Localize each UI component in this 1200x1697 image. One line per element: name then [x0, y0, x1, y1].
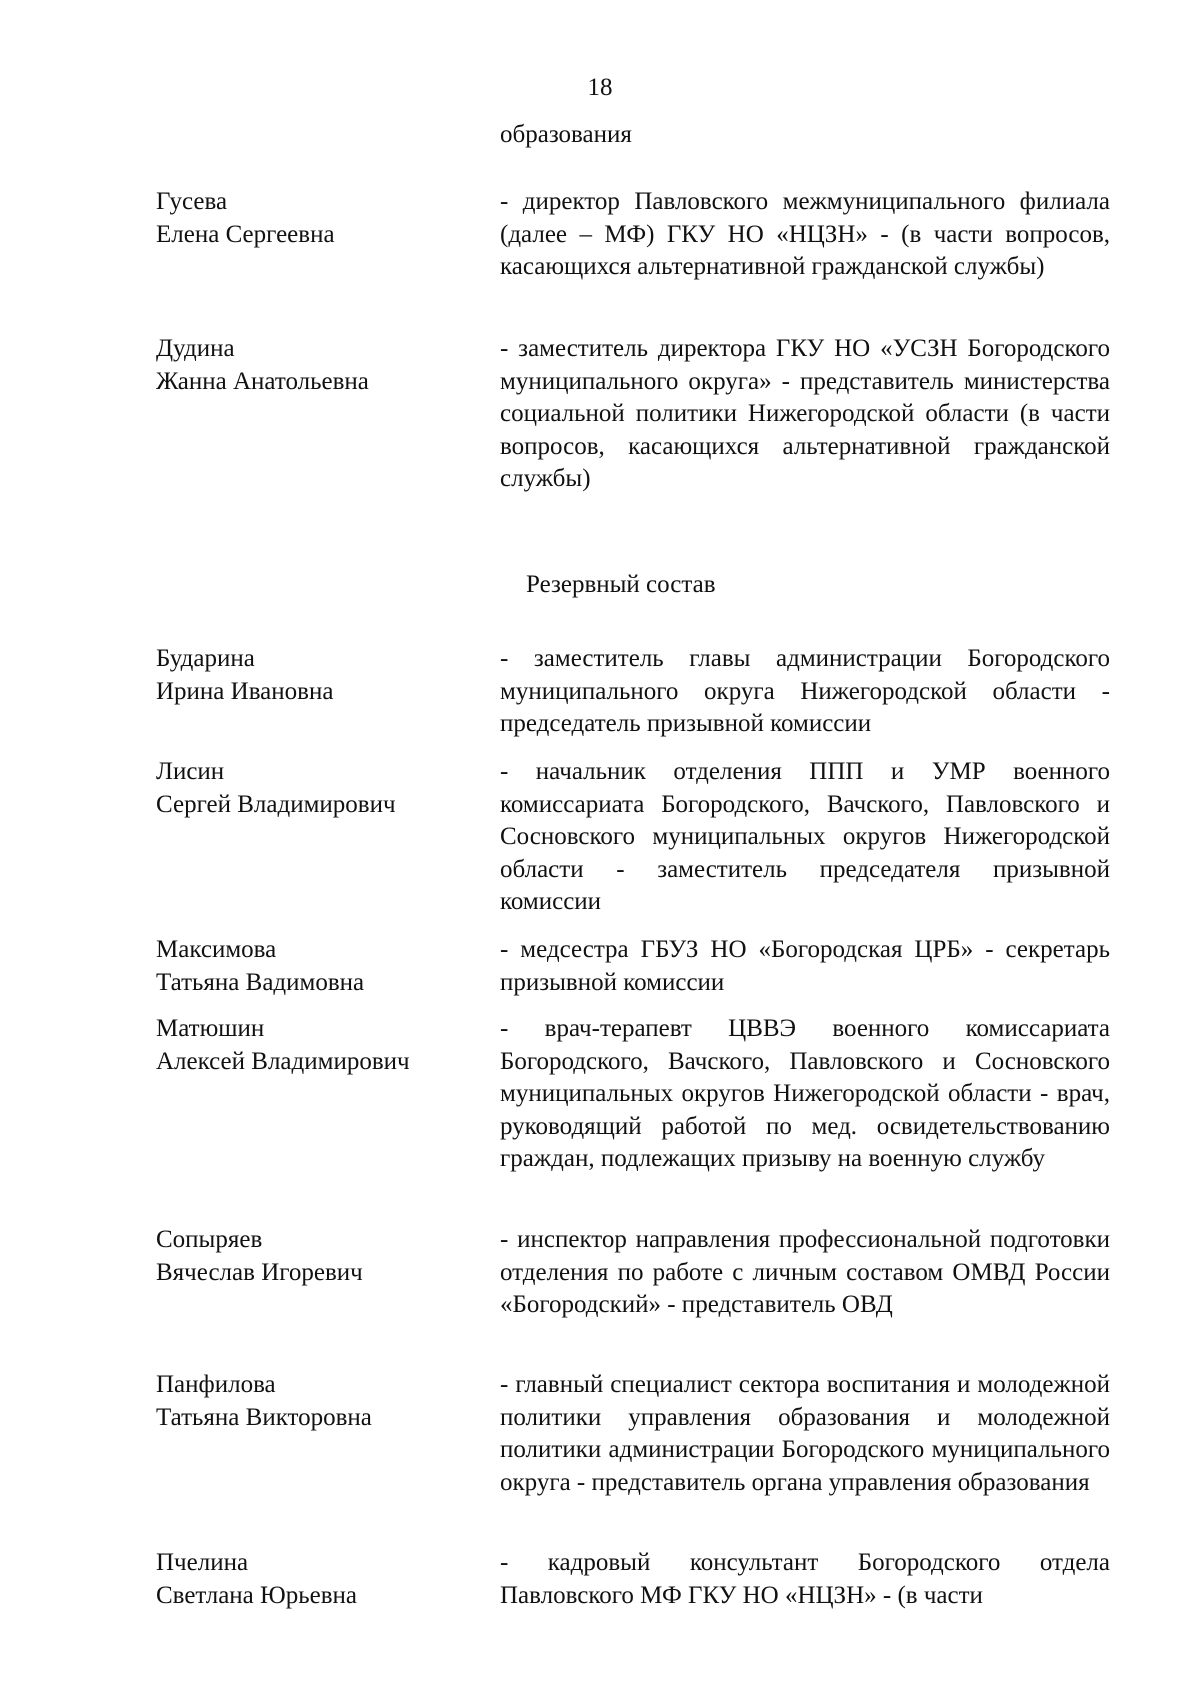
member-name — [156, 1369, 486, 1434]
page-number: 18 — [587, 74, 613, 101]
member-last-name: Максимова — [156, 936, 277, 963]
member-name — [156, 1547, 486, 1612]
member-name — [156, 934, 486, 999]
reserve-section-title: Резервный состав — [526, 571, 716, 598]
member-last-name: Гусева — [156, 188, 228, 215]
member-first-names: Елена Сергеевна — [156, 220, 335, 248]
member-name — [156, 643, 486, 708]
member-role: - главный специалист сектора воспитания и молодежной политики управления образования и молодежной политики администрации Богородского муниципального округа - представитель органа управления образования — [500, 1371, 1110, 1496]
continuation-text: образования — [500, 121, 632, 148]
member-role: - кадровый консультант Богородского отдела Павловского МФ ГКУ НО «НЦЗН» - (в части — [500, 1549, 1110, 1609]
member-role: - заместитель директора ГКУ НО «УСЗН Богородского муниципального округа» - представитель министерства социальной политики Нижегородской области (в части вопросов, касающихся альтернативной гражданской службы) — [500, 335, 1110, 492]
member-name — [156, 333, 486, 398]
member-name — [156, 186, 486, 251]
member-last-name: Матюшин — [156, 1015, 265, 1042]
member-role: - заместитель главы администрации Богородского муниципального округа Нижегородской области - председатель призывной комиссии — [500, 645, 1110, 737]
member-name — [156, 756, 486, 821]
member-name — [156, 1224, 486, 1289]
member-first-names: Алексей Владимирович — [156, 1047, 410, 1075]
member-first-names: Жанна Анатольевна — [156, 367, 369, 395]
member-role: - врач-терапевт ЦВВЭ военного комиссариата Богородского, Вачского, Павловского и Сосновского муниципальных округов Нижегородской области - врач, руководящий работой по мед. освидетельствованию граждан, подлежащих призыву на военную службу — [500, 1015, 1110, 1172]
member-last-name: Бударина — [156, 645, 255, 672]
member-last-name: Лисин — [156, 758, 225, 785]
member-last-name: Панфилова — [156, 1371, 276, 1398]
member-last-name: Сопыряев — [156, 1226, 263, 1253]
member-role: - директор Павловского межмуниципального филиала (далее – МФ) ГКУ НО «НЦЗН» - (в части вопросов, касающихся альтернативной гражданской службы) — [500, 188, 1110, 280]
member-last-name: Пчелина — [156, 1549, 249, 1576]
member-last-name: Дудина — [156, 335, 235, 362]
member-name — [156, 1013, 486, 1078]
member-role: - начальник отделения ППП и УМР военного комиссариата Богородского, Вачского, Павловского и Сосновского муниципальных округов Нижегородской области - заместитель председателя призывной комиссии — [500, 758, 1110, 915]
member-first-names: Ирина Ивановна — [156, 677, 334, 705]
member-first-names: Татьяна Викторовна — [156, 1403, 372, 1431]
member-role: - медсестра ГБУЗ НО «Богородская ЦРБ» - секретарь призывной комиссии — [500, 936, 1110, 996]
member-first-names: Сергей Владимирович — [156, 790, 396, 818]
member-role: - инспектор направления профессиональной подготовки отделения по работе с личным составом ОМВД России «Богородский» - представитель ОВД — [500, 1226, 1110, 1318]
member-first-names: Светлана Юрьевна — [156, 1581, 358, 1609]
member-first-names: Вячеслав Игоревич — [156, 1258, 363, 1286]
member-first-names: Татьяна Вадимовна — [156, 968, 365, 996]
